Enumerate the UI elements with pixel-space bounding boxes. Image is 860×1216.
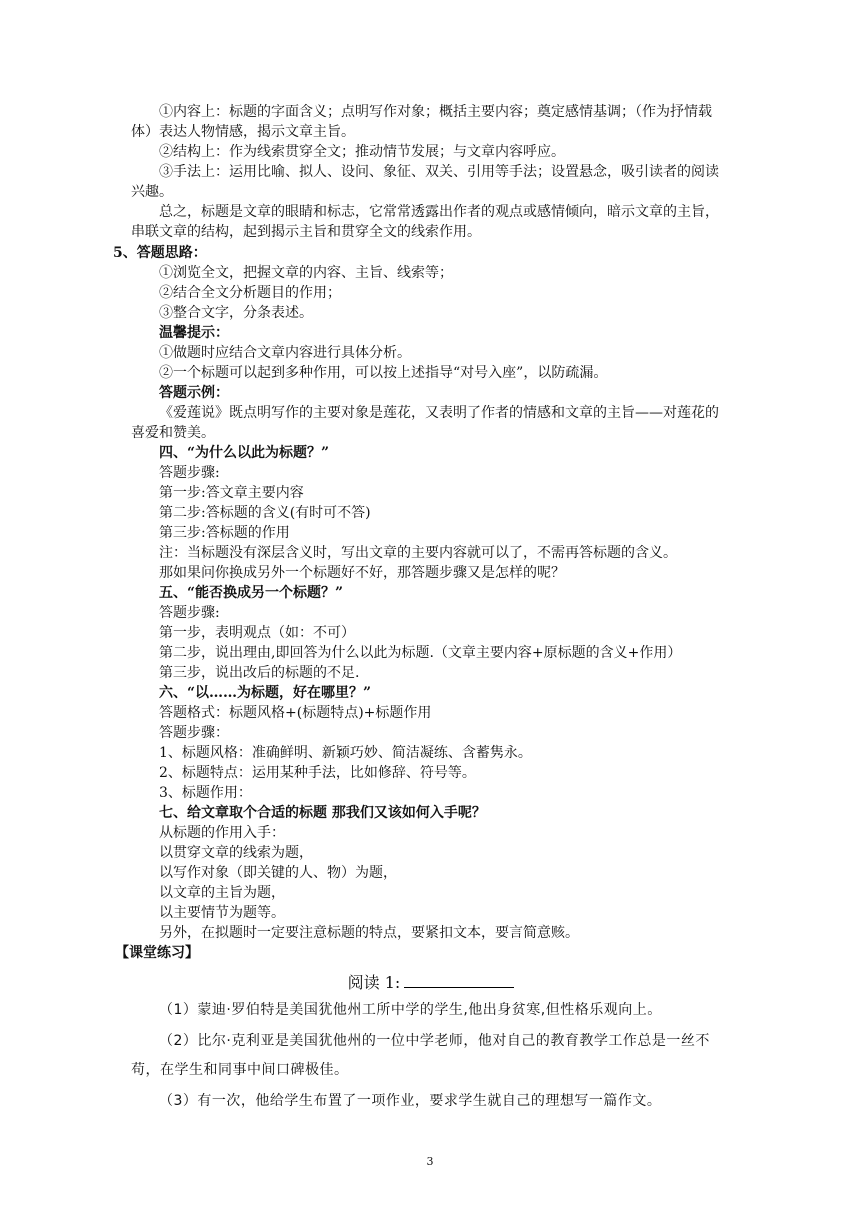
q5-step-1: 第一步，表明观点（如：不可） (159, 625, 355, 641)
q4-note: 注：当标题没有深层含义时，写出文章的主要内容就可以了，不需再答标题的含义。 (159, 545, 677, 561)
q4-step-1: 第一步:答文章主要内容 (159, 485, 304, 501)
q7-line-e: 以主要情节为题等。 (159, 905, 285, 921)
reading-paragraph-1: （1）蒙迪·罗伯特是美国犹他州工所中学的学生,他出身贫寒,但性格乐观向上。 (159, 1002, 662, 1018)
section-5-heading: 5、答题思路： (113, 245, 207, 261)
question-4-heading: 四、“为什么以此为标题？” (159, 445, 330, 461)
title-blank-line (404, 971, 514, 988)
tip-heading: 温馨提示： (159, 325, 229, 341)
q5-step-3: 第三步，说出改后的标题的不足. (159, 665, 360, 681)
q6-format: 答题格式：标题风格+(标题特点)+标题作用 (159, 705, 432, 721)
question-7-heading: 七、给文章取个合适的标题 那我们又该如何入手呢？ (159, 805, 486, 821)
step-2: ②结合全文分析题目的作用； (159, 285, 341, 301)
reading-paragraph-2: （2）比尔·克利亚是美国犹他州的一位中学老师，他对自己的教育教学工作总是一丝不苟，在学生和同事中间口碑极佳。 (131, 1033, 710, 1078)
q6-step-2: 2、标题特点：运用某种手法，比如修辞、符号等。 (159, 765, 476, 781)
q7-line-d: 以文章的主旨为题， (159, 885, 285, 901)
practice-heading: 【课堂练习】 (115, 945, 199, 961)
q7-line-a: 从标题的作用入手： (159, 825, 285, 841)
summary-paragraph: 总之，标题是文章的眼睛和标志，它常常透露出作者的观点或感情倾向，暗示文章的主旨，串联文章的结构，起到揭示主旨和贯穿全文的线索作用。 (131, 204, 719, 240)
q7-line-f: 另外，在拟题时一定要注意标题的特点，要紧扣文本，要言简意赅。 (159, 925, 579, 941)
page-number: 3 (426, 1155, 434, 1168)
q7-line-c: 以写作对象（即关键的人、物）为题， (159, 865, 397, 881)
q4-step-3: 第三步:答标题的作用 (159, 525, 290, 541)
example-text: 《爱莲说》既点明写作的主要对象是莲花，又表明了作者的情感和文章的主旨——对莲花的喜爱和赞美。 (131, 405, 719, 441)
q7-line-b: 以贯穿文章的线索为题， (159, 845, 313, 861)
question-6-heading: 六、“以……为标题，好在哪里？” (159, 685, 372, 701)
technique-point-3: ③手法上：运用比喻、拟人、设问、象征、双关、引用等手法；设置悬念，吸引读者的阅读兴趣。 (131, 164, 719, 200)
tip-2: ②一个标题可以起到多种作用，可以按上述指导“对号入座”，以防疏漏。 (159, 365, 608, 381)
q4-step-2: 第二步:答标题的含义(有时可不答) (159, 505, 371, 521)
reading-title (131, 971, 731, 994)
page-content (113, 102, 731, 1116)
reading-paragraph-3: （3）有一次，他给学生布置了一项作业，要求学生就自己的理想写一篇作文。 (159, 1093, 662, 1109)
content-point-1: ①内容上：标题的字面含义；点明写作对象；概括主要内容；奠定感情基调；（作为抒情载体）表达人物情感，揭示文章主旨。 (131, 104, 712, 140)
step-1: ①浏览全文，把握文章的内容、主旨、线索等； (159, 265, 453, 281)
tip-1: ①做题时应结合文章内容进行具体分析。 (159, 345, 411, 361)
example-heading: 答题示例： (159, 385, 229, 401)
q4-followup: 那如果问你换成另外一个标题好不好，那答题步骤又是怎样的呢？ (159, 565, 565, 581)
q6-step-1: 1、标题风格：准确鲜明、新颖巧妙、简洁凝练、含蓄隽永。 (159, 745, 532, 761)
q5-steps-label: 答题步骤: (159, 605, 220, 621)
structure-point-2: ②结构上：作为线索贯穿全文；推动情节发展；与文章内容呼应。 (159, 144, 565, 160)
q4-steps-label: 答题步骤: (159, 465, 220, 481)
q5-step-2: 第二步，说出理由,即回答为什么以此为标题.（文章主要内容+原标题的含义+作用） (159, 645, 682, 661)
q6-step-3: 3、标题作用： (159, 785, 252, 801)
question-5-heading: 五、“能否换成另一个标题？” (159, 585, 344, 601)
q6-steps-label: 答题步骤： (159, 725, 229, 741)
reading-title-label: 阅读 1: (347, 973, 401, 992)
step-3: ③整合文字，分条表述。 (159, 305, 313, 321)
